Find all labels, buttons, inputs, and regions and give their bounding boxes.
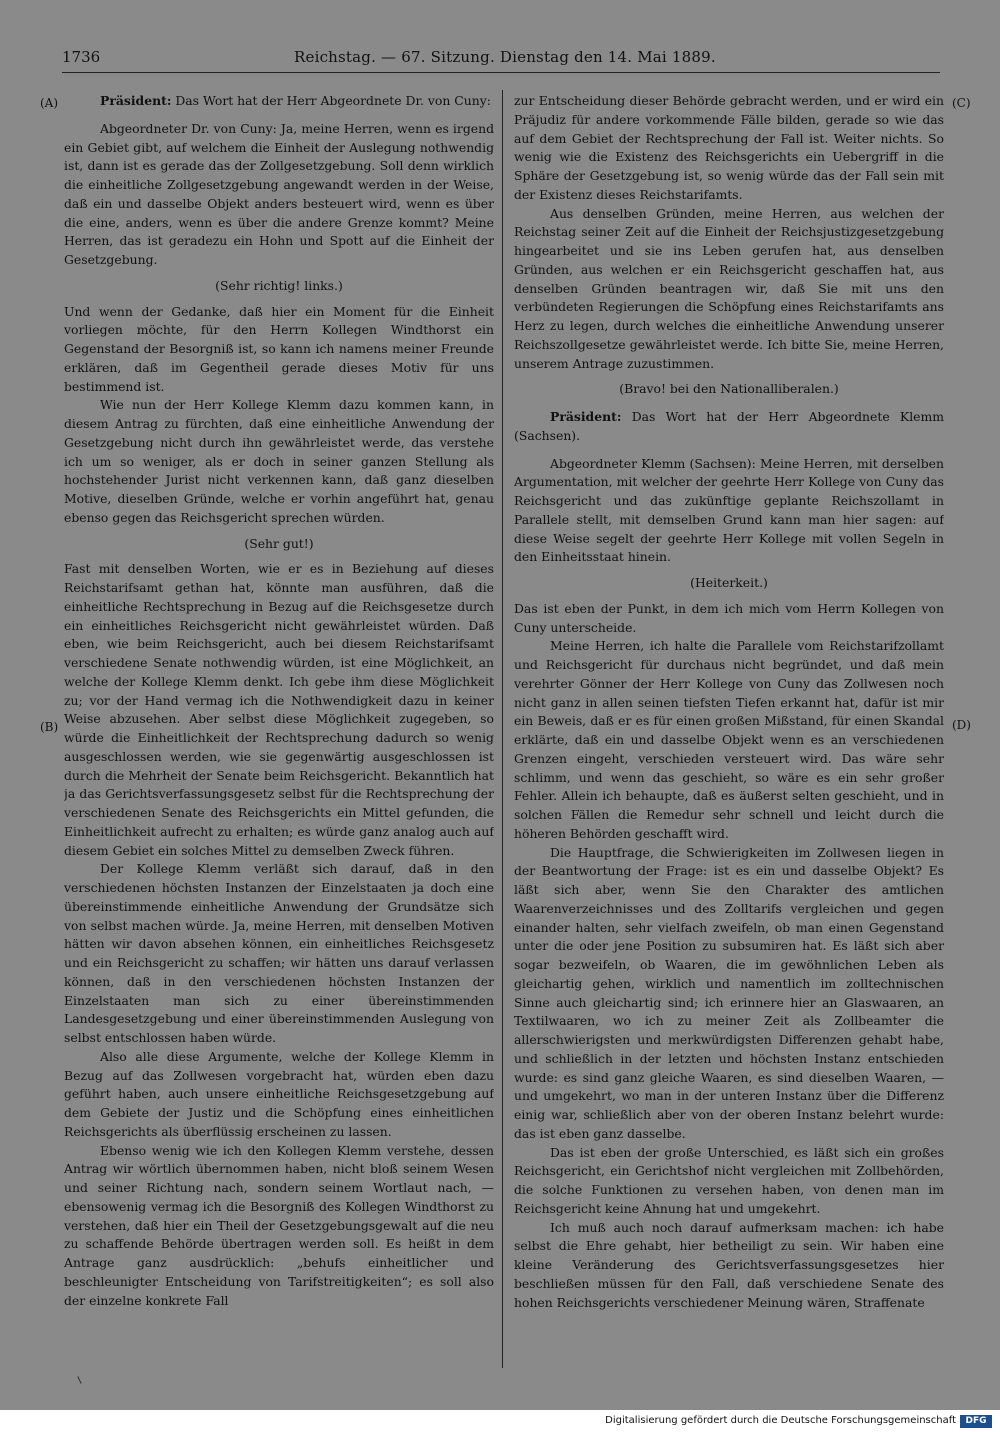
paragraph-text: (Sehr richtig! links.) (215, 277, 343, 293)
column-divider (502, 90, 503, 1368)
paragraph-text: Das Wort hat der Herr Abgeordnete Dr. von Cuny: (171, 93, 491, 108)
footer-credit: Digitalisierung gefördert durch die Deutsche Forschungsgemeinschaft (605, 1415, 956, 1426)
footer-bar (0, 1412, 1000, 1432)
paragraph-text: Aus denselben Gründen, meine Herren, aus welchen der Reichstag seiner Zeit auf die Einheit der Reichsjustizgesetzgebung hingearbeitet und sie ins Leben gerufen hat, aus denselben Gründen, aus welchen er ein Reichsgericht geschaffen hat, aus denselben Gründen beantragen wir, daß Sie mit uns den verbündeten Regierungen die Schöpfung eines Reichstarifamts ans Herz zu legen, durch welches die einheitliche Anwendung unserer Reichszollgesetze gewährleistet werde. Ich bitte Sie, meine Herren, unserem Antrage zuzustimmen. (514, 205, 944, 371)
paragraph (64, 92, 494, 111)
running-title: Reichstag. — 67. Sitzung. Dienstag den 14. Mai 1889. (294, 48, 716, 66)
paragraph-text: (Heiterkeit.) (690, 575, 768, 590)
paragraph (514, 380, 944, 399)
paragraph-text: Das ist eben der große Unterschied, es läßt sich ein großes Reichsgericht, ein Gerichtshof nicht vergleichen mit Zollbehörden, die solche Funktionen zu versehen haben, von denen man im Reichsgericht keine Ahnung hat und umgekehrt. (514, 1144, 944, 1216)
paragraph (514, 600, 944, 638)
header-rule (62, 72, 940, 73)
paragraph (514, 205, 944, 374)
paragraph (64, 277, 494, 296)
paragraph (514, 92, 944, 205)
paragraph-text: Der Kollege Klemm verläßt sich darauf, daß in den verschiedenen höchsten Instanzen der Einzelstaaten ja doch eine übereinstimmende einheitliche Anwendung der Grundsätze sich von selbst machen würde. Ja, meine Herren, mit denselben Motiven hätten wir davon absehen können, ein einheitliches Reichsgesetz und ein Reichsgericht zu schaffen; wir hätten uns darauf verlassen können, daß in den verschiedenen höchsten Instanzen der Einzelstaaten man sich zu einer übereinstimmenden Landesgesetzgebung und einer übereinstimmenden Auslegung von selbst entschlossen haben würde. (64, 861, 494, 1045)
paragraph-text: Das Wort hat der Herr Abgeordnete Klemm (Sachsen). (514, 409, 944, 443)
paragraph (64, 120, 494, 270)
right-column (514, 92, 944, 1372)
running-header (62, 48, 940, 70)
paragraph-text: Abgeordneter Klemm (Sachsen): Meine Herren, mit derselben Argumentation, mit welcher der geehrte Herr Kollege von Cuny das Reichsgericht und das zukünftige geplante Reichszollamt in Parallele stellt, mit demselben Grund kann man hier sagen: auf diese Weise segelt der geehrte Herr Kollege mit vollen Segeln in den Einheitsstaat hinein. (514, 455, 944, 565)
paragraph (514, 574, 944, 593)
paragraph-text: Das ist eben der Punkt, in dem ich mich vom Herrn Kollegen von Cuny unterscheide. (514, 600, 944, 635)
paragraph-text: Meine Herren, ich halte die Parallele vom Reichstarifzollamt und Reichsgericht für durchaus nicht begründet, und daß mein verehrter Gönner der Herr Kollege von Cuny das Zollwesen noch nicht ganz in allen seinen tiefsten Tiefen erkannt hat, dafür ist mir ein Beweis, daß er es für einen großen Mißstand, für einen Skandal erklärte, daß ein und dasselbe Objekt wenn es an verschiedenen Grenzen eingeht, verschieden versteuert wird. Das wäre sehr schlimm, und wenn das geschieht, so wäre es ein sehr großer Fehler. Allein ich behaupte, daß es äußerst selten geschieht, und in solchen Fällen die Remedur sehr schnell und leicht durch die höheren Behörden geschafft wird. (514, 638, 944, 841)
dfg-logo-icon: DFG (960, 1415, 992, 1428)
page-number: 1736 (62, 48, 101, 66)
paragraph-text: Abgeordneter Dr. von Cuny: Ja, meine Herren, wenn es irgend ein Gebiet gibt, auf welchem die Einheit der Auslegung nothwendig ist, dann ist es gerade das der Zollgesetzgebung. Soll denn wirklich die einheitliche Zollgesetzgebung angewandt werden in der Weise, daß ein und dasselbe Objekt anders besteuert wird, wenn es über die eine, anders, wenn es über die andere Grenze kommt? Meine Herren, das ist geradezu ein Hohn und Spott auf die Einheit der Gesetzgebung. (64, 120, 494, 267)
paragraph-text: (Sehr gut!) (244, 535, 314, 551)
scan-mark (77, 1376, 81, 1384)
paragraph-text: (Bravo! bei den Nationalliberalen.) (619, 381, 839, 397)
paragraph (514, 637, 944, 843)
paragraph (514, 1144, 944, 1219)
paragraph (64, 860, 494, 1048)
paragraph (64, 535, 494, 554)
paragraph-text: zur Entscheidung dieser Behörde gebracht werden, und er wird ein Präjudiz für andere vorkommende Fälle bilden, gerade so wie das auf dem Gebiet der Rechtsprechung der Fall ist. Weiter nichts. So wenig wie die Existenz des Reichsgerichts ein Uebergriff in die Sphäre der Gesetzgebung ist, so wenig würde das der Fall sein mit der Existenz dieses Reichstarifamts. (514, 93, 944, 202)
paragraph (64, 560, 494, 860)
margin-mark-a: (A) (40, 96, 59, 110)
paragraph (64, 1048, 494, 1142)
speaker-label: Präsident: (550, 409, 622, 424)
left-column (64, 92, 494, 1372)
paragraph-text: Die Hauptfrage, die Schwierigkeiten im Zollwesen liegen in der Beantwortung der Frage: ist es ein und dasselbe Objekt? Es läßt sich aber, wenn Sie den Charakter des amtlichen Waarenverzeichnisses und des Zolltarifs vergleichen und gegen einander halten, sehr vielfach zweifeln, ob man einen Gegenstand unter die oder jene Position zu subsumiren hat. Es läßt sich aber sogar bezweifeln, ob Waaren, die im gewöhnlichen Leben als gleichartig gehen, wirklich und namentlich im zolltechnischen Sinne auch gleichartig sind; ich erinnere hier an Glaswaaren, an Textilwaaren, wo ich zu meiner Zeit als Zollbeamter die allerschwierigsten und merkwürdigsten Differenzen gehabt habe, und schließlich in der letzten und höchsten Instanz entschieden wurde: es sind ganz gleiche Waaren, es sind dieselben Waaren, — und umgekehrt, wo man in der unteren Instanz über die Differenz einig war, schließlich aber von der oberen Instanz belehrt wurde: das ist eben ganz dasselbe. (514, 844, 944, 1141)
paragraph-text: Also alle diese Argumente, welche der Kollege Klemm in Bezug auf das Zollwesen vorgebracht hat, würden eben dazu geführt haben, auch unsere einheitliche Reichsgesetzgebung auf dem Gebiete der Justiz und die Schöpfung eines einheitlichen Reichsgerichts als überflüssig erscheinen zu lassen. (64, 1048, 494, 1139)
paragraph-text: Und wenn der Gedanke, daß hier ein Moment für die Einheit vorliegen möchte, für den Herrn Kollegen Windthorst ein Gegenstand der Besorgniß ist, so kann ich namens meiner Freunde erklären, daß im Gegentheil gerade dieses Motiv für uns bestimmend ist. (64, 303, 494, 394)
paragraph (514, 408, 944, 446)
paragraph (514, 1219, 944, 1313)
margin-mark-d: (D) (952, 718, 971, 732)
paragraph (64, 396, 494, 527)
paragraph (64, 1142, 494, 1311)
margin-mark-b: (B) (40, 720, 59, 734)
paragraph-text: Fast mit denselben Worten, wie er es in Beziehung auf dieses Reichstarifsamt gethan hat, könnte man ausführen, daß die einheitliche Rechtsprechung in Bezug auf die Reichsgesetze durch ein einheitliches Reichsgericht nicht gewährleistet würden. Daß eben, wie beim Reichsgericht, auch bei diesem Reichstarifsamt verschiedene Senate nothwendig würden, ist eine Möglichkeit, an welche der Kollege Klemm denkt. Ich gebe ihm diese Möglichkeit zu; vor der Hand vermag ich die Nothwendigkeit dazu in keiner Weise abzusehen. Aber selbst diese Möglichkeit zugegeben, so würde die Einheitlichkeit der Rechtsprechung dadurch so wenig ausgeschlossen werden, wie sie gegenwärtig ausgeschlossen ist durch die Mehrheit der Senate beim Reichsgericht. Bekanntlich hat ja das Gerichtsverfassungsgesetz selbst für die Rechtsprechung der verschiedenen Senate des Reichsgerichts ein Mittel gefunden, die Einheitlichkeit aufrecht zu erhalten; es würde ganz analog auch auf diesem Gebiet ein solches Mittel zu demselben Zweck führen. (64, 561, 494, 858)
paragraph (514, 455, 944, 568)
margin-mark-c: (C) (952, 96, 971, 110)
paragraph-text: Ich muß auch noch darauf aufmerksam machen: ich habe selbst die Ehre gehabt, hier betheiligt zu sein. Wir haben eine kleine Veränderung des Gerichtsverfassungsgesetzes hier beschließen müssen für den Fall, daß verschiedene Senate des hohen Reichsgerichts verschiedener Meinung wären, Straffenate (514, 1219, 944, 1310)
paragraph-text: Wie nun der Herr Kollege Klemm dazu kommen kann, in diesem Antrag zu fürchten, daß eine einheitliche Anwendung der Gesetzgebung nicht durch ihn gewährleistet werde, das verstehe ich um so weniger, als er doch in seiner ganzen Stellung als hochstehender Jurist nicht verkennen kann, daß ganz dieselben Motive, dieselben Gründe, welche er vorhin angeführt hat, genau ebenso gegen das Reichsgericht sprechen würden. (64, 397, 494, 525)
speaker-label: Präsident: (100, 93, 172, 108)
paragraph (514, 844, 944, 1144)
paragraph-text: Ebenso wenig wie ich den Kollegen Klemm verstehe, dessen Antrag wir wörtlich übernommen haben, nicht bloß seinem Wesen und seiner Richtung nach, sondern seinem Wortlaut nach, — ebensowenig vermag ich die Besorgniß des Kollegen Windthorst zu verstehen, daß hier ein Theil der Gesetzgebungsgewalt auf die neu zu schaffende Behörde übertragen werden soll. Es heißt in dem Antrage ganz ausdrücklich: „behufs einheitlicher und beschleunigter Entscheidung von Tarifstreitigkeiten“; es soll also der einzelne konkrete Fall (64, 1142, 494, 1308)
paragraph (64, 303, 494, 397)
